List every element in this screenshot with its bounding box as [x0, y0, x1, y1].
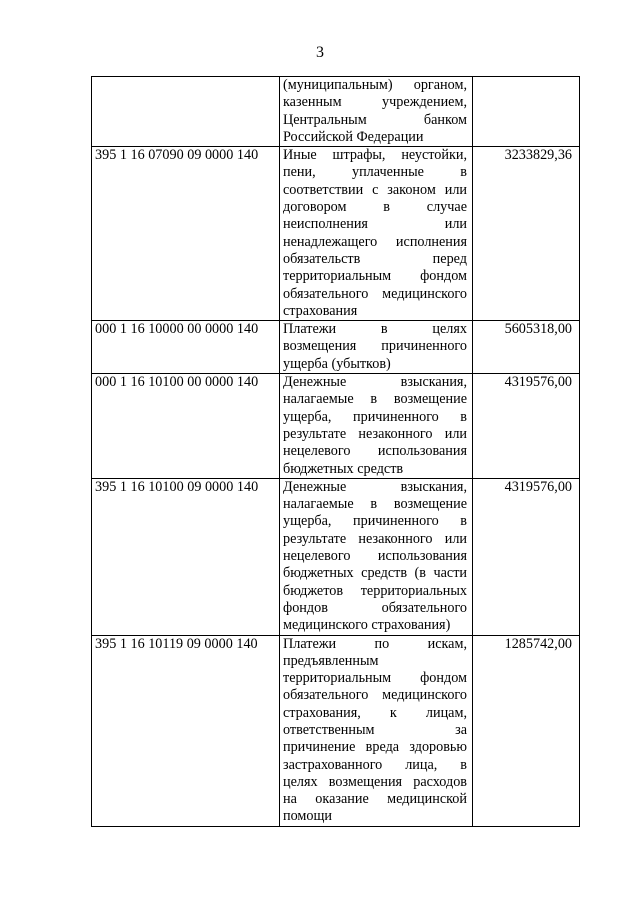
revenue-name-line: соответствии с законом или — [283, 181, 467, 198]
revenue-name-line: нецелевого использования — [283, 548, 467, 565]
revenue-name-cell — [280, 321, 473, 374]
amount-cell: 4319576,00 — [473, 374, 580, 479]
revenue-name-line: договором в случае — [283, 199, 467, 216]
revenue-name-cell — [280, 635, 473, 826]
revenue-name-line: результате незаконного или — [283, 425, 467, 442]
revenue-name-line: Российской Федерации — [283, 128, 424, 145]
revenue-name-line: территориальным фондом — [283, 268, 467, 285]
revenue-name-line: страхования, к лицам, — [283, 704, 467, 721]
revenue-name-line: бюджетов территориальных — [283, 582, 467, 599]
revenue-name-line: причинение вреда здоровью — [283, 739, 467, 756]
revenue-name-line: Платежи в целях — [283, 321, 467, 338]
revenue-name-line: бюджетных средств (в части — [283, 565, 467, 582]
revenue-name-line: Центральным банком — [283, 111, 467, 128]
revenue-table-body — [92, 77, 580, 827]
revenue-name-line: Иные штрафы, неустойки, — [283, 147, 467, 164]
revenue-name-line: обязательного медицинского — [283, 687, 467, 704]
revenue-name-line: пени, уплаченные в — [283, 164, 467, 181]
revenue-name-cell — [280, 478, 473, 635]
revenue-name-line: Денежные взыскания, — [283, 374, 467, 391]
revenue-name-line: налагаемые в возмещение — [283, 391, 467, 408]
table-row — [92, 374, 580, 479]
revenue-name-line: ответственным за — [283, 721, 467, 738]
table-row — [92, 147, 580, 321]
revenue-name-line: помощи — [283, 808, 333, 825]
table-row — [92, 77, 580, 147]
revenue-table — [91, 76, 580, 827]
table-row — [92, 635, 580, 826]
revenue-name-line: Денежные взыскания, — [283, 478, 467, 495]
revenue-name-line: бюджетных средств — [283, 460, 404, 477]
budget-code-cell: 395 1 16 10119 09 0000 140 — [92, 635, 280, 826]
amount-cell: 1285742,00 — [473, 635, 580, 826]
revenue-name-line: фондов обязательного — [283, 599, 467, 616]
revenue-name-line: обязательств перед — [283, 250, 467, 267]
page-number: 3 — [316, 44, 324, 61]
table-row — [92, 478, 580, 635]
revenue-name-line: возмещения причиненного — [283, 338, 467, 355]
revenue-name-line: нецелевого использования — [283, 443, 467, 460]
revenue-name-line: налагаемые в возмещение — [283, 496, 467, 513]
revenue-name-line: медицинского страхования) — [283, 617, 451, 634]
amount-cell: 4319576,00 — [473, 478, 580, 635]
revenue-name-cell — [280, 77, 473, 147]
revenue-name-line: результате незаконного или — [283, 530, 467, 547]
revenue-name-line: ущерба, причиненного в — [283, 513, 467, 530]
revenue-name-line: неисполнения или — [283, 216, 467, 233]
revenue-name-cell — [280, 147, 473, 321]
revenue-name-cell — [280, 374, 473, 479]
amount-cell: 3233829,36 — [473, 147, 580, 321]
revenue-name-line: ненадлежащего исполнения — [283, 233, 467, 250]
revenue-name-line: страхования — [283, 302, 358, 319]
budget-code-cell — [92, 77, 280, 147]
revenue-name-line: казенным учреждением, — [283, 94, 467, 111]
revenue-name-line: предъявленным — [283, 652, 379, 669]
budget-code-cell: 395 1 16 07090 09 0000 140 — [92, 147, 280, 321]
revenue-name-line: ущерба (убытков) — [283, 355, 391, 372]
table-row — [92, 321, 580, 374]
amount-cell — [473, 77, 580, 147]
revenue-name-line: ущерба, причиненного в — [283, 408, 467, 425]
revenue-name-line: Платежи по искам, — [283, 635, 467, 652]
revenue-name-line: обязательного медицинского — [283, 285, 467, 302]
amount-cell: 5605318,00 — [473, 321, 580, 374]
revenue-name-line: на оказание медицинской — [283, 791, 467, 808]
revenue-name-line: территориальным фондом — [283, 670, 467, 687]
revenue-name-line: целях возмещения расходов — [283, 773, 467, 790]
revenue-name-line: (муниципальным) органом, — [283, 77, 467, 93]
revenue-name-line: застрахованного лица, в — [283, 756, 467, 773]
budget-code-cell: 395 1 16 10100 09 0000 140 — [92, 478, 280, 635]
budget-code-cell: 000 1 16 10100 00 0000 140 — [92, 374, 280, 479]
budget-code-cell: 000 1 16 10000 00 0000 140 — [92, 321, 280, 374]
